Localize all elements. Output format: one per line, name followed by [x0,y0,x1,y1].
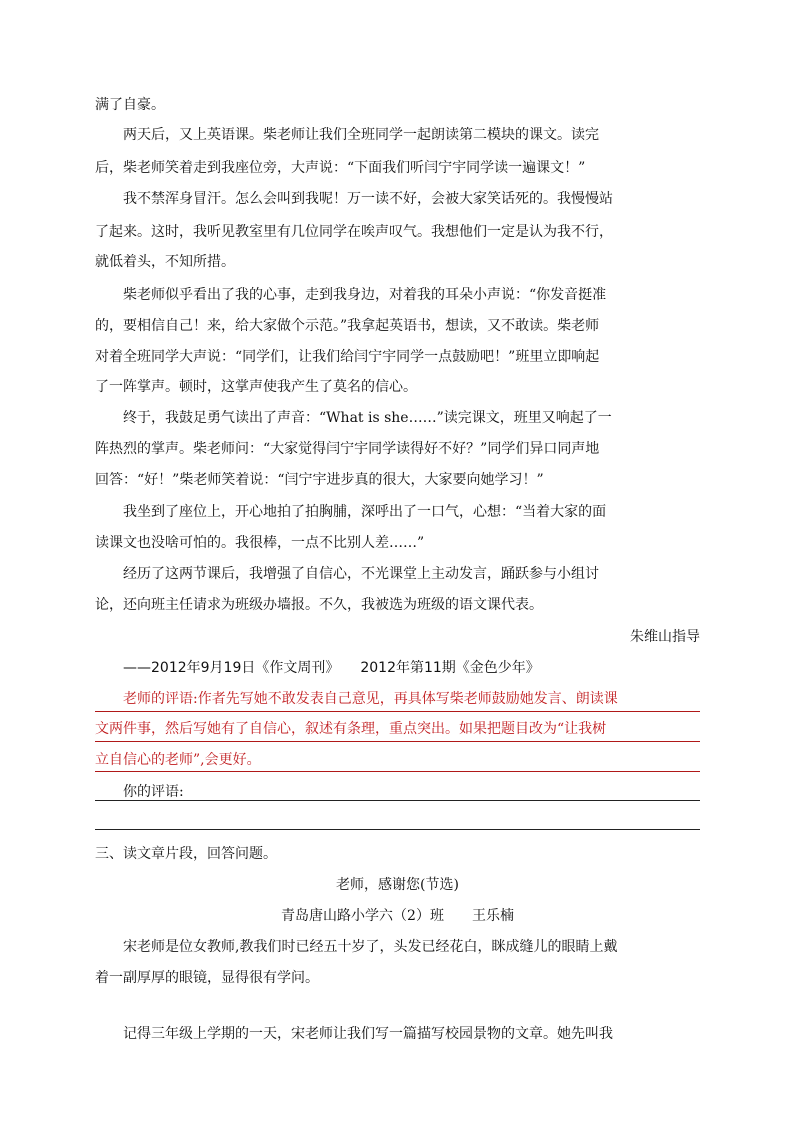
story-line: 两天后，又上英语课。柴老师让我们全班同学一起朗读第二模块的课文。读完 [123,127,599,143]
instructor-credit: 朱维山指导 [630,629,700,645]
section-heading: 三、读文章片段，回答问题。 [95,846,277,862]
story-line: 经历了这两节课后，我增强了自信心，不光课堂上主动发言，踊跃参与小组讨 [123,566,599,582]
story-line: 回答：“好！”柴老师笑着说：“闫宁宇进步真的很大，大家要向她学习！” [95,472,544,488]
article-line: 宋老师是位女教师,教我们时已经五十岁了，头发已经花白，眯成缝儿的眼睛上戴 [123,939,618,955]
story-line: 了起来。这时，我听见教室里有几位同学在唉声叹气。我想他们一定是认为我不行， [95,224,613,240]
story-line: 的，要相信自己！来，给大家做个示范。”我拿起英语书，想读，又不敢读。柴老师 [95,318,600,334]
story-line: 后，柴老师笑着走到我座位旁，大声说：“下面我们听闫宁宇同学读一遍课文！” [95,160,586,176]
answer-line [95,800,700,801]
story-line: 论，还向班主任请求为班级办墙报。不久，我被选为班级的语文课代表。 [95,597,543,613]
source-citation: ——2012年9月19日《作文周刊》 2012年第11期《金色少年》 [123,660,540,676]
teacher-comment-line: 文两件事，然后写她有了自信心，叙述有条理，重点突出。如果把题目改为“让我树 [95,721,607,737]
comment-underline [95,741,700,742]
your-comment-label: 你的评语: [123,784,184,800]
story-line: 终于，我鼓足勇气读出了声音：“What is she……”读完课文，班里又响起了一 [123,410,612,426]
comment-underline [95,711,700,712]
teacher-comment-line: 老师的评语:作者先写她不敢发表自己意见，再具体写柴老师鼓励她发言、朗读课 [123,691,618,707]
story-line: 了一阵掌声。顿时，这掌声使我产生了莫名的信心。 [95,379,417,395]
story-line: 对着全班同学大声说：“同学们，让我们给闫宁宇同学一点鼓励吧！”班里立即响起 [95,349,600,365]
article-line: 着一副厚厚的眼镜，显得很有学问。 [95,970,319,986]
story-line: 满了自豪。 [95,97,165,113]
teacher-comment-line: 立自信心的老师”,会更好。 [95,752,261,768]
story-line: 就低着头，不知所措。 [95,254,235,270]
article-author: 青岛唐山路小学六（2）班 王乐楠 [281,908,514,924]
comment-underline [95,771,700,772]
article-line: 记得三年级上学期的一天，宋老师让我们写一篇描写校园景物的文章。她先叫我 [123,1026,613,1042]
story-line: 阵热烈的掌声。柴老师问：“大家觉得闫宁宇同学读得好不好？”同学们异口同声地 [95,441,600,457]
story-line: 我不禁浑身冒汗。怎么会叫到我呢！万一读不好，会被大家笑话死的。我慢慢站 [123,191,613,207]
story-line: 读课文也没啥可怕的。我很棒，一点不比别人差……” [95,535,425,551]
story-line: 我坐到了座位上，开心地拍了拍胸脯，深呼出了一口气，心想：“当着大家的面 [123,504,607,520]
answer-line [95,829,700,830]
story-line: 柴老师似乎看出了我的心事，走到我身边，对着我的耳朵小声说：“你发音挺准 [123,287,607,303]
article-title: 老师，感谢您(节选) [336,877,459,893]
